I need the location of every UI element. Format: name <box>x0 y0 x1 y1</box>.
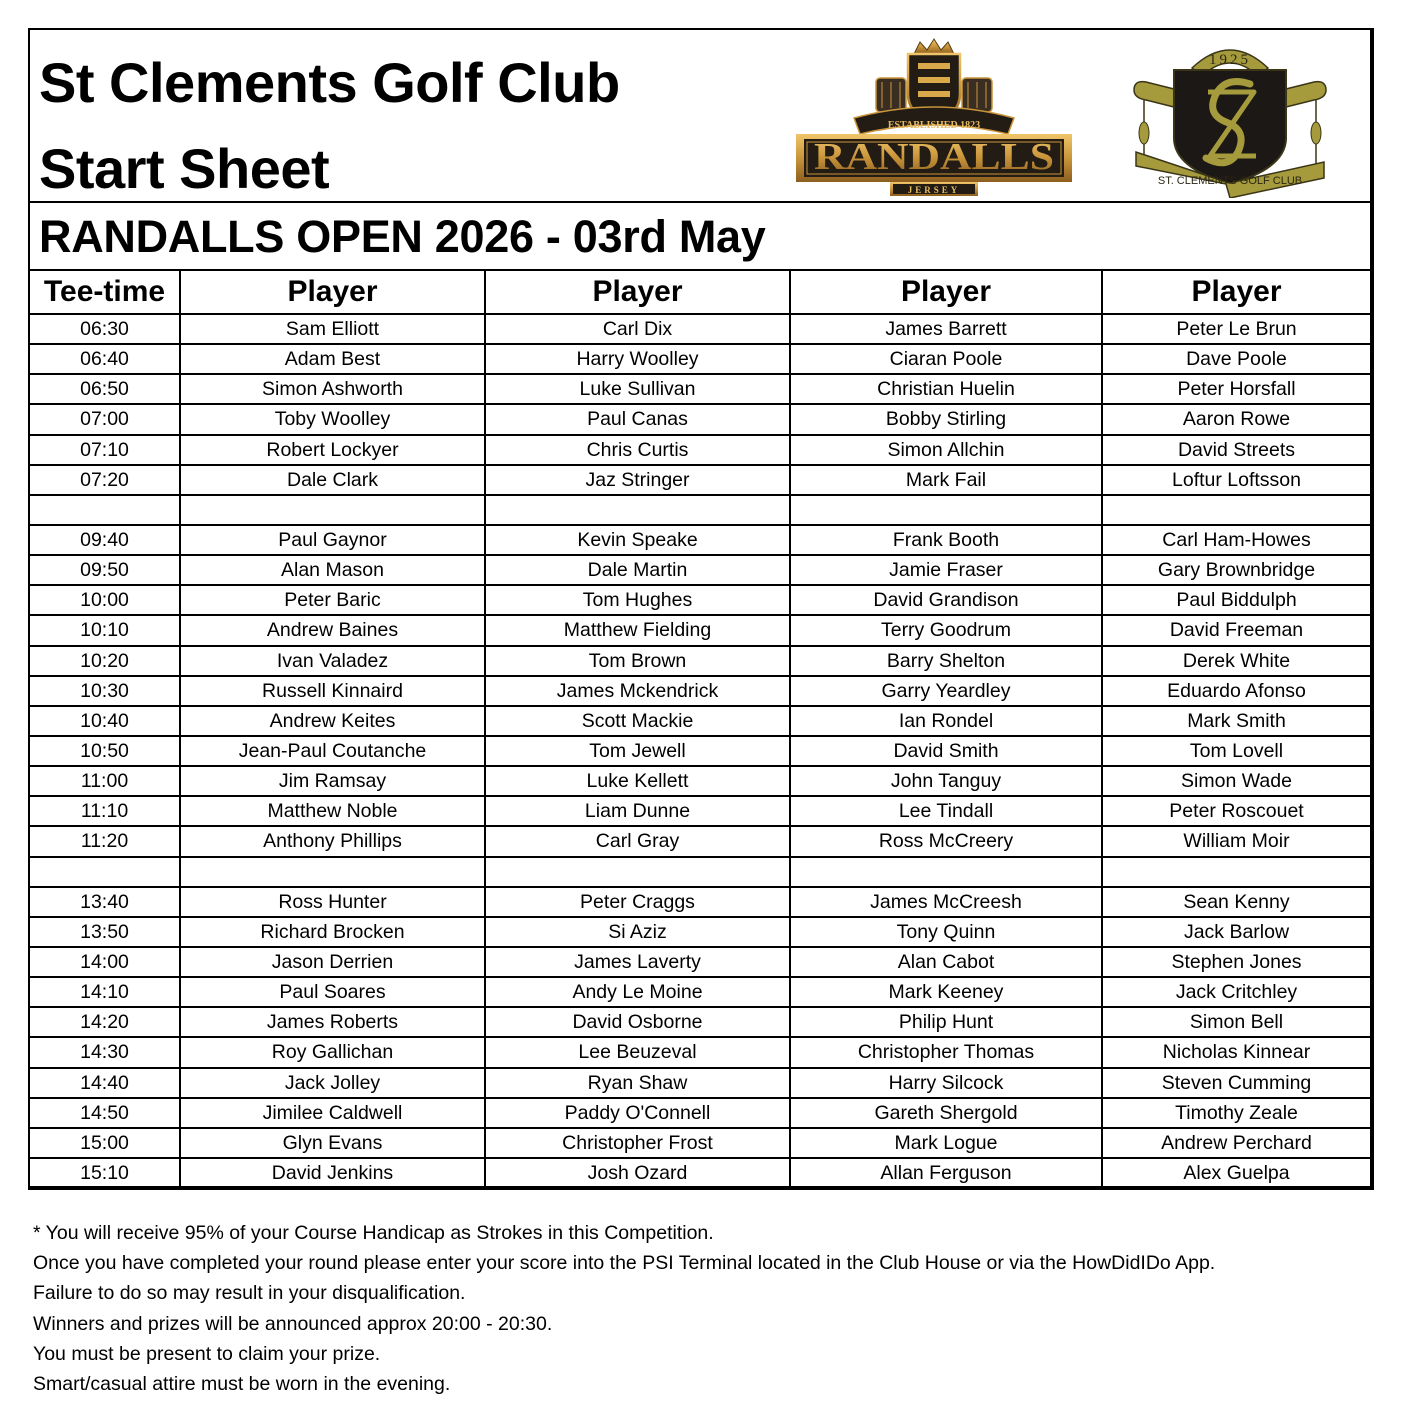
player-cell: Carl Ham-Howes <box>1102 525 1370 555</box>
player-cell: Lee Beuzeval <box>485 1037 790 1067</box>
player-cell: Loftur Loftsson <box>1102 465 1370 495</box>
player-cell: Christopher Thomas <box>790 1037 1102 1067</box>
player-cell: Dave Poole <box>1102 344 1370 374</box>
player-cell: Ross McCreery <box>790 826 1102 856</box>
player-cell <box>790 495 1102 525</box>
player-cell: Nicholas Kinnear <box>1102 1037 1370 1067</box>
tee-time-cell: 13:50 <box>30 917 180 947</box>
player-cell: Richard Brocken <box>180 917 485 947</box>
player-cell: Timothy Zeale <box>1102 1098 1370 1128</box>
tee-time-cell: 14:30 <box>30 1037 180 1067</box>
tee-time-cell: 09:40 <box>30 525 180 555</box>
table-row <box>30 404 1370 434</box>
player-cell: Liam Dunne <box>485 796 790 826</box>
player-cell: Paul Gaynor <box>180 525 485 555</box>
column-header-tee-time: Tee-time <box>30 271 180 314</box>
column-header-player-3: Player <box>790 271 1102 314</box>
player-cell: Kevin Speake <box>485 525 790 555</box>
table-row <box>30 1158 1370 1187</box>
player-cell: Ryan Shaw <box>485 1068 790 1098</box>
player-cell: Luke Sullivan <box>485 374 790 404</box>
player-cell: Jaz Stringer <box>485 465 790 495</box>
tee-time-cell: 07:20 <box>30 465 180 495</box>
player-cell: Scott Mackie <box>485 706 790 736</box>
player-cell: Tom Hughes <box>485 585 790 615</box>
player-cell: Dale Martin <box>485 555 790 585</box>
player-cell: Paul Biddulph <box>1102 585 1370 615</box>
note-disqualification: Failure to do so may result in your disqualification. <box>33 1282 466 1305</box>
player-cell: William Moir <box>1102 826 1370 856</box>
player-cell: David Streets <box>1102 435 1370 465</box>
table-row <box>30 736 1370 766</box>
player-cell <box>180 495 485 525</box>
tee-time-cell: 11:20 <box>30 826 180 856</box>
player-cell: Glyn Evans <box>180 1128 485 1158</box>
tee-time-cell: 09:50 <box>30 555 180 585</box>
player-cell: Alex Guelpa <box>1102 1158 1370 1187</box>
player-cell: Tom Brown <box>485 646 790 676</box>
tee-time-cell: 06:50 <box>30 374 180 404</box>
player-cell: Jamie Fraser <box>790 555 1102 585</box>
spacer-row <box>30 857 1370 887</box>
player-cell <box>790 857 1102 887</box>
player-cell: Dale Clark <box>180 465 485 495</box>
start-sheet-table <box>30 271 1370 1187</box>
crest-year-text: 1925 <box>1209 52 1251 68</box>
table-row <box>30 826 1370 856</box>
player-cell: Ian Rondel <box>790 706 1102 736</box>
tee-time-cell: 15:00 <box>30 1128 180 1158</box>
player-cell: Chris Curtis <box>485 435 790 465</box>
table-row <box>30 977 1370 1007</box>
sheet-header <box>30 30 1370 203</box>
player-cell: Andy Le Moine <box>485 977 790 1007</box>
player-cell: Jason Derrien <box>180 947 485 977</box>
player-cell: Jack Jolley <box>180 1068 485 1098</box>
column-header-player-1: Player <box>180 271 485 314</box>
player-cell <box>1102 857 1370 887</box>
player-cell: Si Aziz <box>485 917 790 947</box>
player-cell: Carl Dix <box>485 314 790 344</box>
player-cell: James Mckendrick <box>485 676 790 706</box>
player-cell <box>1102 495 1370 525</box>
tee-time-cell: 11:10 <box>30 796 180 826</box>
player-cell: Sean Kenny <box>1102 887 1370 917</box>
tee-time-cell: 06:30 <box>80 318 129 341</box>
table-row <box>30 947 1370 977</box>
table-row <box>30 555 1370 585</box>
column-header-player-4: Player <box>1102 271 1370 314</box>
tee-time-cell: 13:40 <box>30 887 180 917</box>
table-row <box>30 676 1370 706</box>
tee-time-cell <box>30 495 180 525</box>
player-cell: Paddy O'Connell <box>485 1098 790 1128</box>
event-band <box>30 203 1370 271</box>
player-cell: Russell Kinnaird <box>180 676 485 706</box>
player-cell: Barry Shelton <box>790 646 1102 676</box>
table-row <box>30 465 1370 495</box>
table-row <box>30 646 1370 676</box>
player-cell: Derek White <box>1102 646 1370 676</box>
tee-time-cell: 10:50 <box>30 736 180 766</box>
player-cell: Simon Bell <box>1102 1007 1370 1037</box>
club-title-line-1: St Clements Golf Club <box>39 51 620 114</box>
table-row <box>30 766 1370 796</box>
tee-time-cell: 11:00 <box>30 766 180 796</box>
tee-time-cell: 07:00 <box>30 404 180 434</box>
table-row <box>30 917 1370 947</box>
player-cell: David Jenkins <box>180 1158 485 1187</box>
player-cell: James McCreesh <box>790 887 1102 917</box>
player-cell: Adam Best <box>180 344 485 374</box>
player-cell: Ivan Valadez <box>180 646 485 676</box>
randalls-logo <box>794 36 1074 198</box>
player-cell: Jack Critchley <box>1102 977 1370 1007</box>
player-cell: Jimilee Caldwell <box>180 1098 485 1128</box>
table-row <box>30 525 1370 555</box>
table-row <box>30 374 1370 404</box>
player-cell: Lee Tindall <box>790 796 1102 826</box>
player-cell: Andrew Keites <box>180 706 485 736</box>
tee-time-cell: 10:20 <box>30 646 180 676</box>
player-cell: David Osborne <box>485 1007 790 1037</box>
player-cell: Allan Ferguson <box>790 1158 1102 1187</box>
player-cell: David Grandison <box>790 585 1102 615</box>
player-cell: Gareth Shergold <box>790 1098 1102 1128</box>
randalls-established-text: ESTABLISHED 1823 <box>887 120 981 131</box>
tee-time-cell: 06:40 <box>30 344 180 374</box>
player-cell: Paul Soares <box>180 977 485 1007</box>
player-cell: Josh Ozard <box>485 1158 790 1187</box>
tee-time-cell: 10:10 <box>30 615 180 645</box>
player-cell: Andrew Baines <box>180 615 485 645</box>
player-cell: Matthew Fielding <box>485 615 790 645</box>
player-cell: David Freeman <box>1102 615 1370 645</box>
player-cell: Jim Ramsay <box>180 766 485 796</box>
club-title-line-2: Start Sheet <box>39 137 330 200</box>
table-row <box>30 1037 1370 1067</box>
player-cell: Eduardo Afonso <box>1102 676 1370 706</box>
tee-time-cell: 14:50 <box>30 1098 180 1128</box>
start-sheet <box>28 28 1374 1190</box>
header-row <box>30 271 1370 314</box>
tee-time-cell: 14:00 <box>30 947 180 977</box>
notes <box>33 1218 1373 1399</box>
player-cell: Mark Logue <box>790 1128 1102 1158</box>
player-cell: David Smith <box>790 736 1102 766</box>
randalls-wordmark: RANDALLS <box>814 136 1054 178</box>
player-cell: Harry Silcock <box>790 1068 1102 1098</box>
player-cell: Ciaran Poole <box>790 344 1102 374</box>
table-row <box>30 706 1370 736</box>
player-cell: Robert Lockyer <box>180 435 485 465</box>
column-header-player-2: Player <box>485 271 790 314</box>
table-row <box>30 314 1370 344</box>
player-cell <box>485 495 790 525</box>
tee-time-cell: 14:10 <box>30 977 180 1007</box>
player-cell: Luke Kellett <box>485 766 790 796</box>
player-cell: Stephen Jones <box>1102 947 1370 977</box>
crest-banner-text: ST. CLEMENTS GOLF CLUB <box>1157 175 1303 187</box>
table-row <box>30 1098 1370 1128</box>
player-cell: Alan Mason <box>180 555 485 585</box>
player-cell: Philip Hunt <box>790 1007 1102 1037</box>
table-row <box>30 796 1370 826</box>
player-cell: Simon Ashworth <box>180 374 485 404</box>
club-title <box>39 40 620 212</box>
tee-time-cell: 14:20 <box>30 1007 180 1037</box>
note-score-entry: Once you have completed your round please enter your score into the PSI Terminal located in the Club House or via the HowDidIDo App. <box>33 1252 1216 1275</box>
player-cell: Mark Fail <box>790 465 1102 495</box>
tee-time-cell: 07:10 <box>30 435 180 465</box>
table-row <box>30 435 1370 465</box>
table-row <box>30 1007 1370 1037</box>
player-cell: James Roberts <box>180 1007 485 1037</box>
tee-time-cell: 15:10 <box>30 1158 180 1187</box>
tee-time-cell: 10:40 <box>30 706 180 736</box>
player-cell: Carl Gray <box>485 826 790 856</box>
player-cell: Andrew Perchard <box>1102 1128 1370 1158</box>
player-cell: Jean-Paul Coutanche <box>180 736 485 766</box>
player-cell: Tony Quinn <box>790 917 1102 947</box>
player-cell: Ross Hunter <box>180 887 485 917</box>
table-row <box>30 887 1370 917</box>
table-row <box>30 344 1370 374</box>
player-cell: Paul Canas <box>485 404 790 434</box>
table-row <box>30 1068 1370 1098</box>
player-cell: Jack Barlow <box>1102 917 1370 947</box>
player-cell <box>180 857 485 887</box>
note-handicap: * You will receive 95% of your Course Handicap as Strokes in this Competition. <box>33 1222 714 1244</box>
player-cell: John Tanguy <box>790 766 1102 796</box>
player-cell: Matthew Noble <box>180 796 485 826</box>
player-cell: Peter Le Brun <box>1102 314 1370 344</box>
player-cell: Christian Huelin <box>790 374 1102 404</box>
player-cell: Frank Booth <box>790 525 1102 555</box>
player-cell <box>485 857 790 887</box>
player-cell: Simon Allchin <box>790 435 1102 465</box>
table-row <box>30 1128 1370 1158</box>
player-cell: Christopher Frost <box>485 1128 790 1158</box>
player-cell: Mark Keeney <box>790 977 1102 1007</box>
player-cell: Harry Woolley <box>485 344 790 374</box>
player-cell: Aaron Rowe <box>1102 404 1370 434</box>
player-cell: Peter Roscouet <box>1102 796 1370 826</box>
player-cell: Bobby Stirling <box>790 404 1102 434</box>
player-cell: James Barrett <box>790 314 1102 344</box>
note-prizes-time: Winners and prizes will be announced approx 20:00 - 20:30. <box>33 1312 553 1335</box>
player-cell: Sam Elliott <box>180 314 485 344</box>
player-cell: Steven Cumming <box>1102 1068 1370 1098</box>
table-row <box>30 585 1370 615</box>
player-cell: Toby Woolley <box>180 404 485 434</box>
player-cell: Peter Horsfall <box>1102 374 1370 404</box>
player-cell: Anthony Phillips <box>180 826 485 856</box>
spacer-row <box>30 495 1370 525</box>
table-body <box>30 314 1370 1187</box>
player-cell: Tom Lovell <box>1102 736 1370 766</box>
player-cell: Tom Jewell <box>485 736 790 766</box>
player-cell: Simon Wade <box>1102 766 1370 796</box>
player-cell: Peter Baric <box>180 585 485 615</box>
tee-time-cell: 10:00 <box>30 585 180 615</box>
tee-time-cell: 10:30 <box>30 676 180 706</box>
player-cell: James Laverty <box>485 947 790 977</box>
randalls-location-text: JERSEY <box>907 185 961 195</box>
st-clements-crest <box>1130 34 1330 198</box>
player-cell: Peter Craggs <box>485 887 790 917</box>
note-attire: Smart/casual attire must be worn in the evening. <box>33 1373 451 1396</box>
event-title: RANDALLS OPEN 2026 - 03rd May <box>39 211 766 262</box>
tee-time-cell <box>30 857 180 887</box>
player-cell: Mark Smith <box>1102 706 1370 736</box>
player-cell: Garry Yeardley <box>790 676 1102 706</box>
table-row <box>30 615 1370 645</box>
player-cell: Roy Gallichan <box>180 1037 485 1067</box>
player-cell: Terry Goodrum <box>790 615 1102 645</box>
note-present-to-claim: You must be present to claim your prize. <box>33 1342 381 1365</box>
player-cell: Gary Brownbridge <box>1102 555 1370 585</box>
player-cell: Alan Cabot <box>790 947 1102 977</box>
tee-time-cell: 14:40 <box>30 1068 180 1098</box>
